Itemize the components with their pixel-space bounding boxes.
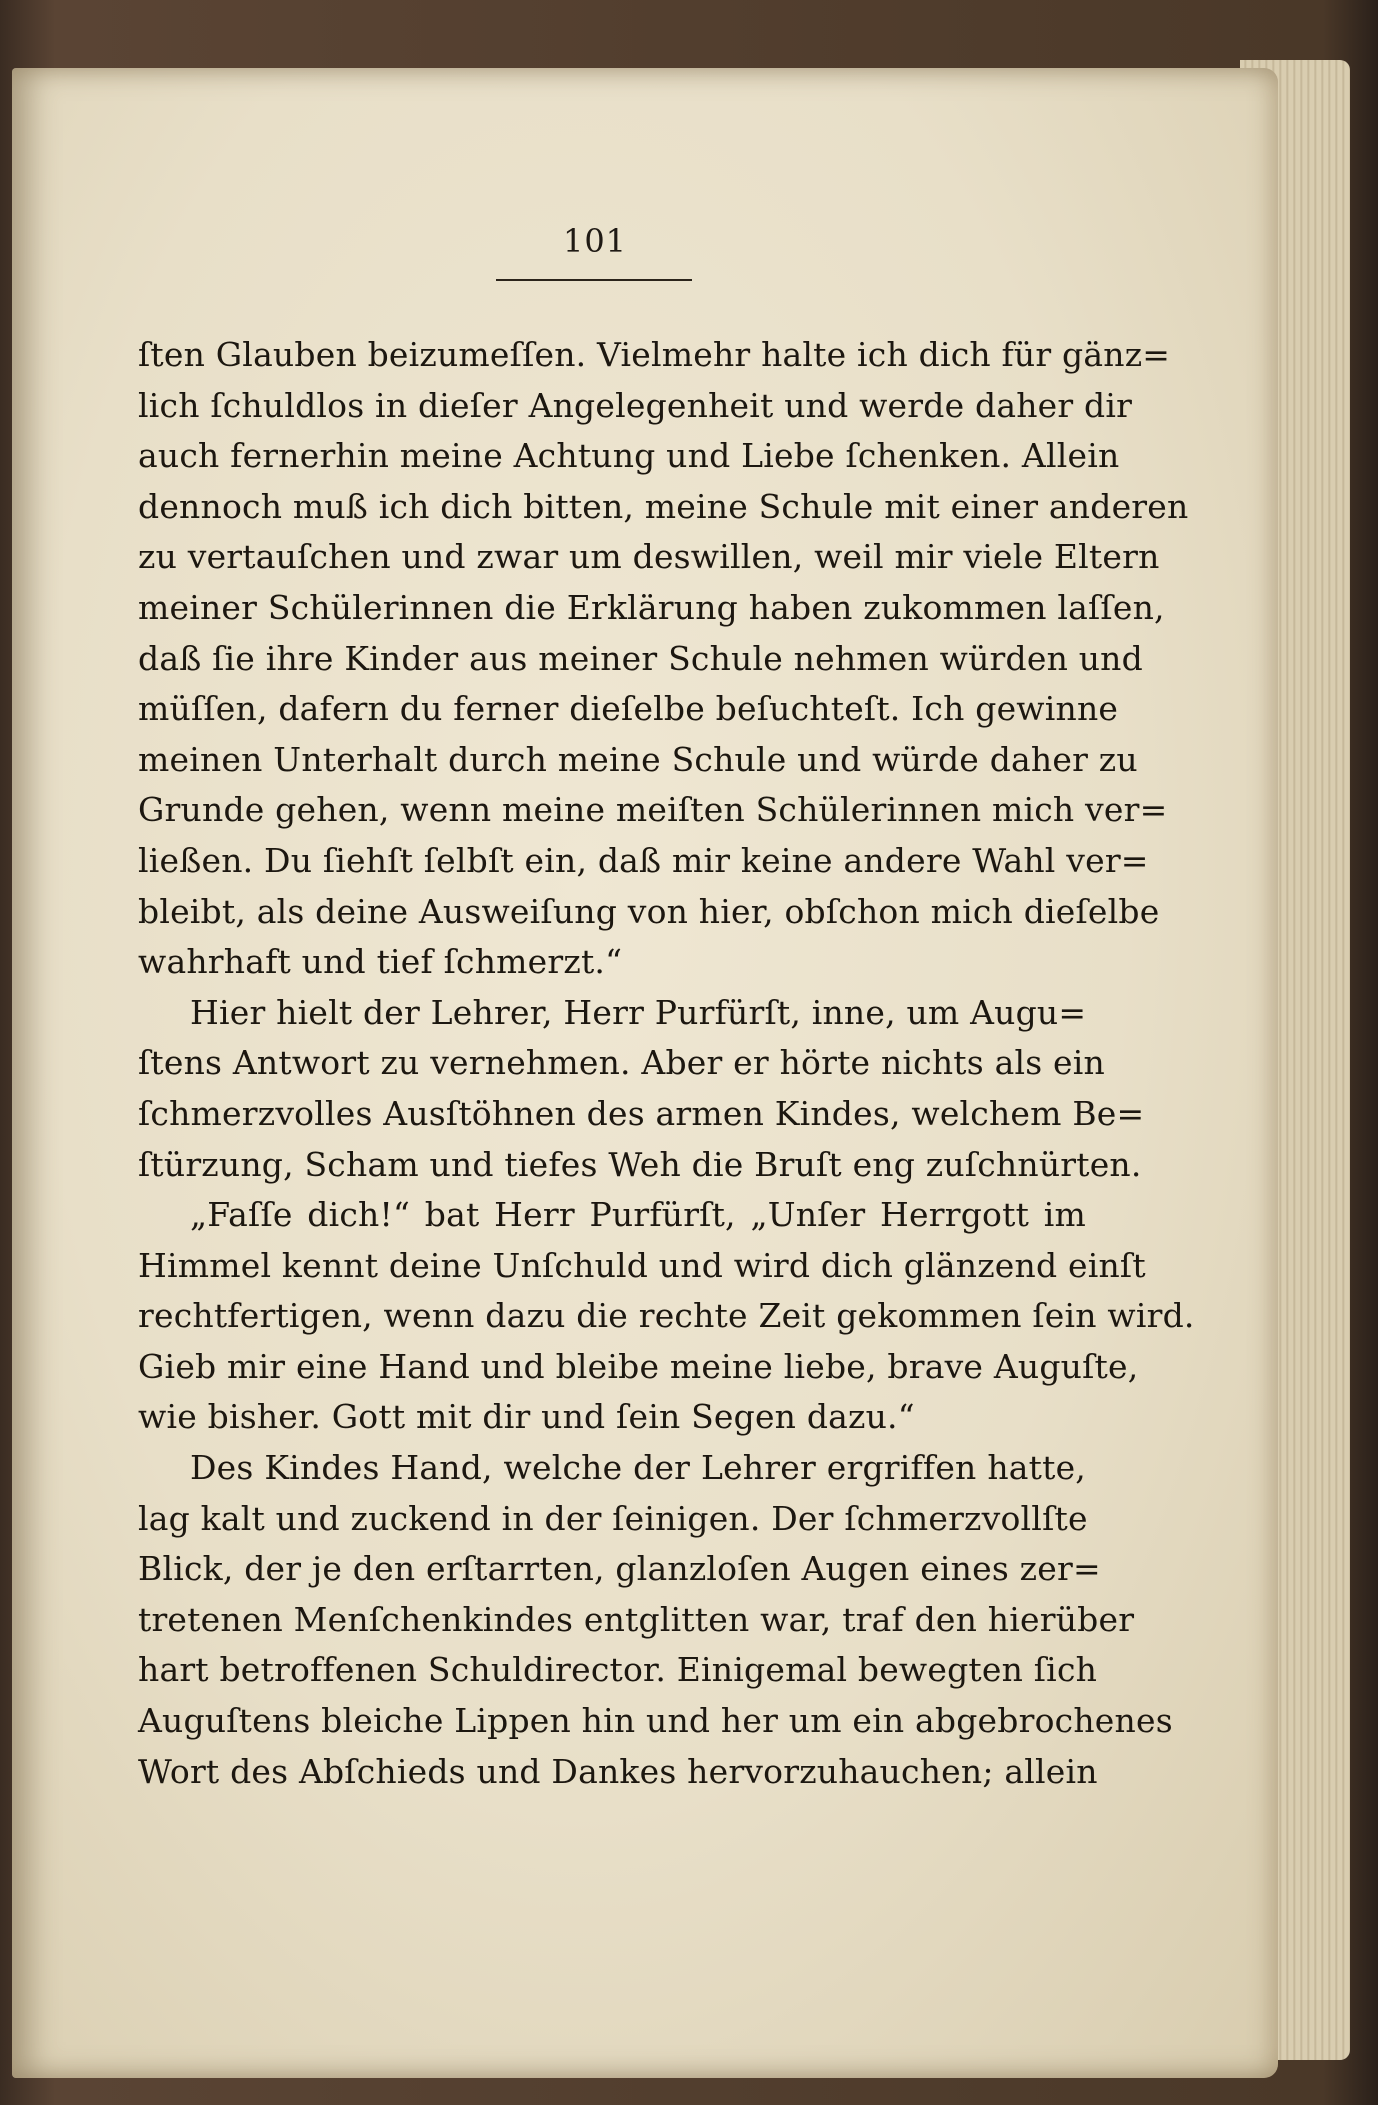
text-line: dennoch muß ich dich bitten, meine Schule mit einer anderen (138, 486, 1189, 526)
text-line: „Faſſe dich!“ bat Herr Purfürſt, „Unſer Herrgott im (190, 1195, 1086, 1235)
text-line: ſten Glauben beizumeſſen. Vielmehr halte ich dich für gänz= (138, 335, 1171, 374)
text-line: ließen. Du ſiehſt ſelbſt ein, daß mir keine andere Wahl ver= (138, 840, 1149, 880)
text-line: bleibt, als deine Ausweiſung von hier, obſchon mich dieſelbe (138, 891, 1160, 931)
text-line: lich ſchuldlos in dieſer Angelegenheit und werde daher dir (138, 385, 1133, 425)
text-line: müſſen, dafern du ferner dieſelbe beſuchteſt. Ich gewinne (138, 689, 1119, 729)
page-number: 101 (562, 222, 628, 260)
text-line: rechtfertigen, wenn dazu die rechte Zeit gekommen ſein wird. (138, 1296, 1195, 1336)
text-line: Grunde gehen, wenn meine meiſten Schülerinnen mich ver= (138, 790, 1168, 830)
text-line: hart betroffenen Schuldirector. Einigemal bewegten ſich (138, 1650, 1098, 1690)
text-line: tretenen Menſchenkindes entglitten war, traf den hierüber (138, 1599, 1135, 1639)
text-line: auch fernerhin meine Achtung und Liebe ſchenken. Allein (138, 436, 1120, 476)
text-line: ſtens Antwort zu vernehmen. Aber er hörte nichts als ein (138, 1043, 1105, 1083)
text-line: Blick, der je den erſtarrten, glanzloſen Augen eines zer= (138, 1549, 1101, 1589)
text-line: Des Kindes Hand, welche der Lehrer ergriffen hatte, (190, 1448, 1086, 1488)
body-text (138, 330, 1195, 1797)
text-line: lag kalt und zuckend in der ſeinigen. Der ſchmerzvollſte (138, 1498, 1088, 1538)
text-line: daß ſie ihre Kinder aus meiner Schule nehmen würden und (138, 638, 1143, 678)
page-number-rule (496, 279, 692, 281)
text-line: wahrhaft und tief ſchmerzt.“ (138, 942, 623, 982)
text-line: Wort des Abſchieds und Dankes hervorzuhauchen; allein (138, 1751, 1098, 1791)
text-line: ſtürzung, Scham und tiefes Weh die Bruſt eng zuſchnürten. (138, 1144, 1142, 1184)
text-line: Gieb mir eine Hand und bleibe meine liebe, brave Auguſte, (138, 1346, 1139, 1386)
text-line: ſchmerzvolles Ausſtöhnen des armen Kindes, welchem Be= (138, 1093, 1145, 1133)
text-line: Auguſtens bleiche Lippen hin und her um ein abgebrochenes (138, 1701, 1173, 1741)
text-line: meiner Schülerinnen die Erklärung haben zukommen laſſen, (138, 587, 1165, 627)
text-line: zu vertauſchen und zwar um deswillen, weil mir viele Eltern (138, 537, 1160, 577)
text-line: Hier hielt der Lehrer, Herr Purfürſt, inne, um Augu= (190, 992, 1087, 1032)
text-line: meinen Unterhalt durch meine Schule und würde daher zu (138, 739, 1138, 779)
text-line: Himmel kennt deine Unſchuld und wird dich glänzend einſt (138, 1245, 1146, 1285)
text-line: wie bisher. Gott mit dir und ſein Segen dazu.“ (138, 1397, 915, 1437)
